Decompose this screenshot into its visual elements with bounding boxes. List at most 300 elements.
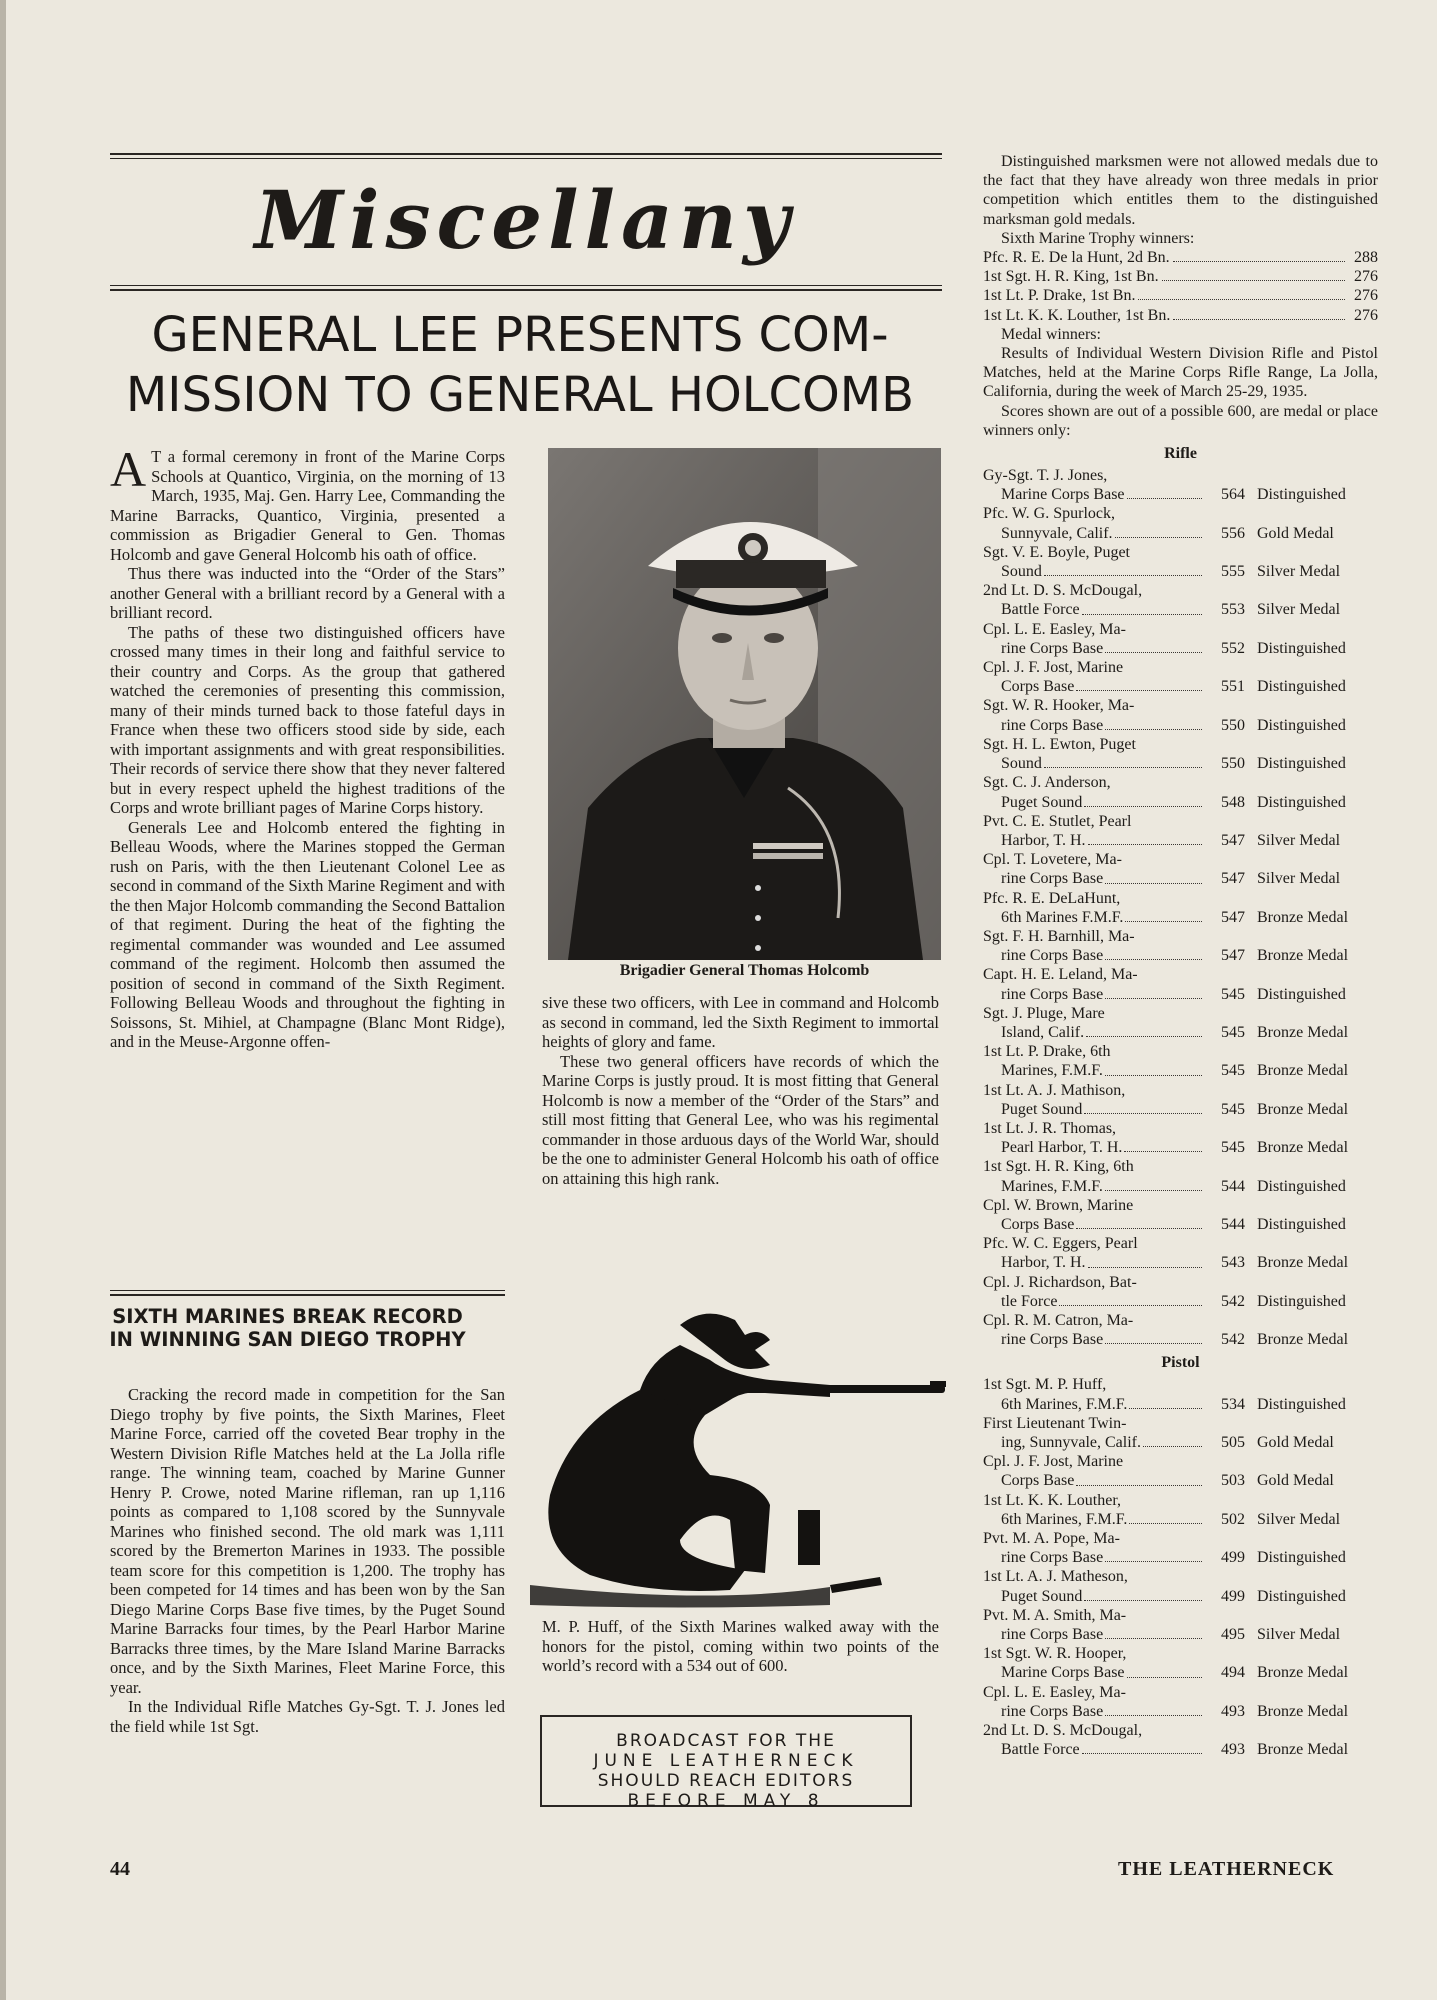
dot-leader [1105, 1177, 1202, 1191]
competitor [983, 927, 1205, 965]
result-award: Distinguished [1257, 985, 1346, 1003]
competitor [983, 1081, 1205, 1119]
article-title [95, 305, 945, 425]
competitor-line2 [983, 1330, 1205, 1349]
article-paragraph: These two general officers have records of which the Marine Corps is justly proud. It is most fitting that General Holcomb is now a member of the “Order of the Stars” and still most fitting that General Lee, who was his regimental commander in those arduous days of the World War, should be the one to administer General Holcomb his oath of office on attaining this high rank. [542, 1051, 939, 1188]
result-row [983, 965, 1378, 1003]
result-award: Silver Medal [1257, 1626, 1341, 1644]
medal-heading: Medal winners: [1001, 325, 1101, 343]
competitor-unit: Pearl Harbor, T. H. [1001, 1139, 1123, 1157]
result-award: Distinguished [1257, 1177, 1346, 1195]
competitor-line1: Cpl. W. Brown, Marine [983, 1196, 1134, 1214]
competitor-line1: 1st Lt. K. K. Louther, [983, 1491, 1122, 1509]
result-award: Gold Medal [1257, 524, 1334, 542]
competitor-line1: 1st Sgt. H. R. King, 6th [983, 1158, 1134, 1176]
competitor-unit: rine Corps Base [1001, 870, 1104, 888]
competitor-line1: Pvt. M. A. Smith, Ma- [983, 1606, 1127, 1624]
broadcast-line: SHOULD REACH EDITORS [597, 1771, 855, 1791]
competitor [983, 1119, 1205, 1157]
competitor-line2 [983, 1061, 1205, 1080]
competitor [983, 850, 1205, 888]
dot-leader [1084, 1100, 1202, 1114]
result-award: Distinguished [1257, 678, 1346, 696]
result-row [983, 1273, 1378, 1311]
competitor-line1: Pfc. W. C. Eggers, Pearl [983, 1235, 1138, 1253]
result-award: Silver Medal [1257, 870, 1341, 888]
competitor-line2 [983, 716, 1205, 735]
dot-leader [1084, 1587, 1202, 1601]
pistol-heading: Pistol [1161, 1354, 1200, 1372]
competitor-line1: Cpl. J. Richardson, Bat- [983, 1273, 1137, 1291]
competitor-line1: Pfc. R. E. DeLaHunt, [983, 889, 1121, 907]
competitor-line1: Pfc. W. G. Spurlock, [983, 505, 1115, 523]
competitor-line1: Cpl. R. M. Catron, Ma- [983, 1311, 1134, 1329]
competitor [983, 1452, 1205, 1490]
dot-leader [1044, 754, 1202, 768]
competitor-line2 [983, 1548, 1205, 1567]
result-row [983, 1196, 1378, 1234]
competitor-line1: Pvt. C. E. Stutlet, Pearl [983, 812, 1132, 830]
competitor-unit: Harbor, T. H. [1001, 1254, 1086, 1272]
competitor [983, 1273, 1205, 1311]
heading-rule [110, 285, 942, 286]
trophy-winner-row [983, 286, 1378, 305]
competitor-line2 [983, 600, 1205, 619]
winner-name: 1st Lt. P. Drake, 1st Bn. [983, 287, 1136, 305]
result-award: Distinguished [1257, 793, 1346, 811]
result-row [983, 1234, 1378, 1272]
result-score: 547 [1221, 831, 1245, 849]
winner-score: 288 [1354, 249, 1378, 267]
winner-name: 1st Lt. K. K. Louther, 1st Bn. [983, 306, 1171, 324]
competitor-unit: Puget Sound [1001, 793, 1083, 811]
competitor-line1: First Lieutenant Twin- [983, 1414, 1127, 1432]
competitor-line1: Sgt. V. E. Boyle, Puget [983, 543, 1130, 561]
dot-leader [1127, 1663, 1202, 1677]
competitor-line2 [983, 1510, 1205, 1529]
dot-leader [1105, 1330, 1202, 1344]
main-article-column-2 [542, 993, 939, 1188]
result-row [983, 1081, 1378, 1119]
result-score: 545 [1221, 1023, 1245, 1041]
result-row [983, 1491, 1378, 1529]
pistol-note [542, 1617, 939, 1676]
article-paragraph: Cracking the record made in competition for the San Diego trophy by five points, the Sixth Marines, Fleet Marine Force, carried off the coveted Bear trophy in the Western Division Rifle Matches held at the La Jolla rifle range. The winning team, coached by Marine Gunner Henry P. Crowe, noted Marine rifleman, ran up 1,116 points as compared to 1,108 scored by the Sunnyvale Marines who finished second. The old mark was 1,111 scored by the Bremerton Marines in 1933. The possible team score for this competition is 1,200. The trophy has been competed for 14 times and has been won by the San Diego Marine Corps Base five times, by the Puget Sound Marine Barracks four times, by the Pearl Harbor Marine Barracks three times, by the Mare Island Marine Barracks once, and by the Sixth Marines, Fleet Marine Force, this year. [110, 1385, 505, 1697]
result-award: Distinguished [1257, 1587, 1346, 1605]
competitor-line1: Sgt. W. R. Hooker, Ma- [983, 697, 1135, 715]
competitor [983, 1311, 1205, 1349]
competitor [983, 1606, 1205, 1644]
result-row [983, 1311, 1378, 1349]
competitor [983, 1644, 1205, 1682]
dot-leader [1105, 1548, 1202, 1562]
competitor [983, 1721, 1205, 1759]
portrait-illustration [548, 448, 941, 960]
competitor-line1: Cpl. J. F. Jost, Marine [983, 659, 1124, 677]
dot-leader [1124, 1138, 1202, 1152]
competitor [983, 696, 1205, 734]
result-score: 499 [1221, 1549, 1245, 1567]
dot-leader [1105, 985, 1202, 999]
dot-leader [1076, 1215, 1202, 1229]
competitor-unit: 6th Marines, F.M.F. [1001, 1395, 1128, 1413]
right-column [983, 152, 1378, 1759]
competitor [983, 1004, 1205, 1042]
result-row [983, 696, 1378, 734]
competitor-unit: rine Corps Base [1001, 1626, 1104, 1644]
result-score: 494 [1221, 1664, 1245, 1682]
competitor-unit: Corps Base [1001, 678, 1075, 696]
competitor-line2 [983, 1740, 1205, 1759]
article-paragraph: The paths of these two distinguished officers have crossed many times in their long and faithful service to their country and Corps. As the group that gathered watched the ceremonies of presenting this commission, many of their minds turned back to those fateful days in France when these two officers stood side by side, each with important assignments and with great responsibilities. Their records of service there show that they never faltered but in every respect upheld the highest traditions of the Corps and wrote brilliant pages of Marine Corps history. [110, 622, 505, 817]
competitor-line2 [983, 1138, 1205, 1157]
result-award: Bronze Medal [1257, 1254, 1349, 1272]
result-award: Distinguished [1257, 1292, 1346, 1310]
page-edge [0, 0, 6, 2000]
article-paragraph: Generals Lee and Holcomb entered the fighting in Belleau Woods, where the Marines stopped the German rush on Paris, with the then Lieutenant Colonel Lee as second in command of the Sixth Marine Regiment and with the then Major Holcomb commanding the Second Battalion of that regiment. During the heat of the fighting the regimental commander was wounded and Lee assumed command of the regiment. Holcomb then assumed the position of second in command of the Sixth Regiment. Following Belleau Woods and throughout the fighting in Soissons, St. Mihiel, at Champagne (Blanc Mont Ridge), and in the Meuse-Argonne offen- [110, 817, 505, 1051]
dot-leader [1105, 869, 1202, 883]
result-score: 553 [1221, 601, 1245, 619]
competitor-line1: 1st Sgt. W. R. Hooper, [983, 1645, 1127, 1663]
competitor-line1: 1st Lt. P. Drake, 6th [983, 1043, 1111, 1061]
result-award: Distinguished [1257, 1549, 1346, 1567]
page-number: 44 [110, 1858, 130, 1880]
result-score: 564 [1221, 486, 1245, 504]
result-row [983, 1567, 1378, 1605]
article-paragraph: In the Individual Rifle Matches Gy-Sgt. T. J. Jones led the field while 1st Sgt. [110, 1697, 505, 1736]
result-award: Bronze Medal [1257, 1702, 1349, 1720]
competitor-unit: Puget Sound [1001, 1100, 1083, 1118]
result-score: 545 [1221, 985, 1245, 1003]
trophy-winners-list [983, 248, 1378, 325]
competitor-unit: Sound [1001, 755, 1042, 773]
dot-leader [1105, 946, 1202, 960]
competitor-line2 [983, 1433, 1205, 1452]
competitor-line2 [983, 793, 1205, 812]
result-row [983, 504, 1378, 542]
article-divider-thick [110, 1294, 505, 1296]
result-award: Silver Medal [1257, 1510, 1341, 1528]
dot-leader [1173, 319, 1345, 320]
competitor-unit: Sunnyvale, Calif. [1001, 524, 1113, 542]
competitor-line1: 1st Lt. J. R. Thomas, [983, 1119, 1117, 1137]
competitor-line2 [983, 1292, 1205, 1311]
competitor-unit: 6th Marines F.M.F. [1001, 908, 1124, 926]
result-score: 544 [1221, 1215, 1245, 1233]
result-row [983, 620, 1378, 658]
second-article-title: SIXTH MARINES BREAK RECORD IN WINNING SAN DIEGO TROPHY [109, 1305, 466, 1351]
competitor-line1: Sgt. C. J. Anderson, [983, 774, 1111, 792]
competitor-unit: Marines, F.M.F. [1001, 1177, 1103, 1195]
competitor [983, 1196, 1205, 1234]
competitor-line1: Sgt. J. Pluge, Mare [983, 1004, 1105, 1022]
result-row [983, 1004, 1378, 1042]
result-row [983, 927, 1378, 965]
result-score: 544 [1221, 1177, 1245, 1195]
competitor-unit: 6th Marines, F.M.F. [1001, 1510, 1128, 1528]
trophy-winner-row [983, 306, 1378, 325]
competitor-line2 [983, 677, 1205, 696]
result-score: 542 [1221, 1331, 1245, 1349]
competitor-line2 [983, 1702, 1205, 1721]
result-row [983, 1157, 1378, 1195]
result-score: 493 [1221, 1741, 1245, 1759]
result-row [983, 543, 1378, 581]
result-award: Bronze Medal [1257, 1023, 1349, 1041]
result-row [983, 773, 1378, 811]
result-award: Silver Medal [1257, 563, 1341, 581]
competitor [983, 1234, 1205, 1272]
competitor-line1: 1st Lt. A. J. Matheson, [983, 1568, 1128, 1586]
result-row [983, 658, 1378, 696]
dot-leader [1105, 716, 1202, 730]
competitor-line1: 1st Sgt. M. P. Huff, [983, 1376, 1107, 1394]
main-article-column-1 [110, 441, 505, 1052]
dot-leader [1105, 1625, 1202, 1639]
broadcast-notice-box [540, 1715, 912, 1811]
trophy-winner-row [983, 248, 1378, 267]
pistol-results-list [983, 1375, 1378, 1759]
dot-leader [1084, 793, 1202, 807]
broadcast-line: JUNE LEATHERNECK [593, 1751, 859, 1771]
result-award: Bronze Medal [1257, 908, 1349, 926]
dot-leader [1105, 639, 1202, 653]
portrait-photo [548, 448, 941, 960]
competitor-line1: 2nd Lt. D. S. McDougal, [983, 1722, 1143, 1740]
drop-cap: A [110, 441, 147, 497]
competitor-unit: Island, Calif. [1001, 1023, 1085, 1041]
competitor-line2 [983, 946, 1205, 965]
result-row [983, 850, 1378, 888]
competitor [983, 1529, 1205, 1567]
trophy-winner-row [983, 267, 1378, 286]
result-score: 555 [1221, 563, 1245, 581]
competitor-line2 [983, 639, 1205, 658]
result-score: 542 [1221, 1292, 1245, 1310]
result-row [983, 581, 1378, 619]
result-score: 495 [1221, 1626, 1245, 1644]
result-score: 502 [1221, 1510, 1245, 1528]
competitor-unit: ing, Sunnyvale, Calif. [1001, 1434, 1141, 1451]
article-title-line2: MISSION TO GENERAL HOLCOMB [125, 367, 915, 423]
competitor [983, 773, 1205, 811]
competitor-line1: 2nd Lt. D. S. McDougal, [983, 582, 1143, 600]
dot-leader [1105, 1702, 1202, 1716]
result-row [983, 1606, 1378, 1644]
result-score: 543 [1221, 1254, 1245, 1272]
rifle-heading: Rifle [1164, 445, 1197, 463]
competitor-unit: rine Corps Base [1001, 1549, 1104, 1567]
competitor-unit: Battle Force [1001, 1741, 1080, 1759]
dot-leader [1129, 1395, 1202, 1409]
competitor [983, 658, 1205, 696]
result-row [983, 1414, 1378, 1452]
result-award: Bronze Medal [1257, 1741, 1349, 1759]
result-award: Bronze Medal [1257, 1062, 1349, 1080]
competitor-line2 [983, 1663, 1205, 1682]
competitor-unit: Corps Base [1001, 1472, 1075, 1490]
competitor [983, 1414, 1205, 1452]
competitor [983, 1157, 1205, 1195]
dot-leader [1086, 1023, 1202, 1037]
competitor-line1: Sgt. H. L. Ewton, Puget [983, 735, 1136, 753]
rifle-results-list [983, 466, 1378, 1349]
broadcast-line: BEFORE MAY 8 [627, 1791, 825, 1811]
result-award: Distinguished [1257, 486, 1346, 504]
competitor-unit: Puget Sound [1001, 1587, 1083, 1605]
competitor-line1: Capt. H. E. Leland, Ma- [983, 966, 1138, 984]
result-award: Bronze Medal [1257, 947, 1349, 965]
article-paragraph: M. P. Huff, of the Sixth Marines walked away with the honors for the pistol, coming within two points of the world’s record with a 534 out of 600. [542, 1617, 939, 1675]
result-score: 550 [1221, 755, 1245, 773]
second-article-body [110, 1385, 505, 1736]
winner-score: 276 [1354, 306, 1378, 324]
winner-name: 1st Sgt. H. R. King, 1st Bn. [983, 268, 1159, 286]
competitor [983, 889, 1205, 927]
result-award: Gold Medal [1257, 1472, 1334, 1490]
competitor-line2 [983, 1177, 1205, 1196]
result-row [983, 1529, 1378, 1567]
competitor-unit: Corps Base [1001, 1215, 1075, 1233]
article-paragraph: sive these two officers, with Lee in command and Holcomb as second in command, led the Sixth Regiment to immortal heights of glory and fame. [542, 993, 939, 1051]
result-award: Distinguished [1257, 716, 1346, 734]
competitor-line2 [983, 1587, 1205, 1606]
result-score: 556 [1221, 524, 1245, 542]
result-award: Bronze Medal [1257, 1100, 1349, 1118]
result-score: 545 [1221, 1062, 1245, 1080]
result-row [983, 1644, 1378, 1682]
result-row [983, 889, 1378, 927]
competitor-line2 [983, 562, 1205, 581]
result-score: 547 [1221, 908, 1245, 926]
competitor-line2 [983, 1471, 1205, 1490]
result-row [983, 1042, 1378, 1080]
result-score: 499 [1221, 1587, 1245, 1605]
competitor-line1: Gy-Sgt. T. J. Jones, [983, 467, 1108, 485]
result-award: Bronze Medal [1257, 1139, 1349, 1157]
trophy-heading: Sixth Marine Trophy winners: [1001, 229, 1195, 247]
competitor [983, 965, 1205, 1003]
competitor [983, 504, 1205, 542]
dot-leader [1082, 600, 1202, 614]
dot-leader [1088, 1253, 1202, 1267]
dot-leader [1044, 562, 1202, 576]
article-paragraph: A T a formal ceremony in front of the Marine Corps Schools at Quantico, Virginia, on the morning of 13 March, 1935, Maj. Gen. Harry Lee, Commanding the Marine Barracks, Quantico, Virginia, presented a commission as Brigadier General to Gen. Thomas Holcomb and gave General Holcomb his oath of office. [110, 441, 505, 564]
competitor-line2 [983, 524, 1205, 543]
result-score: 548 [1221, 793, 1245, 811]
result-score: 552 [1221, 639, 1245, 657]
competitor [983, 1375, 1205, 1413]
competitor-unit: tle Force [1001, 1292, 1058, 1310]
competitor [983, 812, 1205, 850]
competitor-line2 [983, 985, 1205, 1004]
result-row [983, 812, 1378, 850]
photo-caption: Brigadier General Thomas Holcomb [619, 962, 870, 979]
dot-leader [1173, 261, 1345, 262]
result-score: 545 [1221, 1100, 1245, 1118]
competitor-unit: rine Corps Base [1001, 1702, 1104, 1720]
dot-leader [1059, 1292, 1202, 1306]
results-paragraph: Results of Individual Western Division Rifle and Pistol Matches, held at the Marine Corps Rifle Range, La Jolla, California, during the week of March 25-29, 1935. [983, 345, 1378, 401]
dot-leader [1143, 1433, 1202, 1447]
competitor-line2 [983, 1253, 1205, 1272]
competitor-unit: Marine Corps Base [1001, 486, 1125, 504]
competitor-unit: Marines, F.M.F. [1001, 1062, 1103, 1080]
winner-score: 276 [1354, 287, 1378, 305]
competitor [983, 1491, 1205, 1529]
competitor-line1: 1st Lt. A. J. Mathison, [983, 1081, 1126, 1099]
result-award: Distinguished [1257, 639, 1346, 657]
dot-leader [1076, 677, 1202, 691]
competitor-line2 [983, 831, 1205, 850]
competitor-unit: Marine Corps Base [1001, 1664, 1125, 1682]
result-score: 534 [1221, 1395, 1245, 1413]
result-row [983, 466, 1378, 504]
result-score: 545 [1221, 1139, 1245, 1157]
dot-leader [1162, 280, 1345, 281]
competitor-line2 [983, 1625, 1205, 1644]
result-award: Bronze Medal [1257, 1331, 1349, 1349]
competitor-unit: rine Corps Base [1001, 1331, 1104, 1349]
competitor-line2 [983, 1100, 1205, 1119]
competitor [983, 735, 1205, 773]
competitor [983, 1683, 1205, 1721]
competitor-unit: Battle Force [1001, 601, 1080, 619]
winner-score: 276 [1354, 268, 1378, 286]
rifleman-silhouette-icon [530, 1305, 980, 1610]
article-title-line1: GENERAL LEE PRESENTS COM- [151, 307, 889, 363]
dot-leader [1138, 299, 1345, 300]
dot-leader [1105, 1061, 1202, 1075]
dot-leader [1127, 485, 1202, 499]
dot-leader [1076, 1471, 1202, 1485]
dot-leader [1125, 908, 1202, 922]
result-row [983, 1683, 1378, 1721]
top-rule-thin [110, 158, 942, 159]
heading-rule-thick [110, 289, 942, 291]
result-row [983, 1119, 1378, 1157]
result-score: 547 [1221, 947, 1245, 965]
competitor-line1: Cpl. L. E. Easley, Ma- [983, 620, 1126, 638]
result-row [983, 735, 1378, 773]
result-award: Silver Medal [1257, 831, 1341, 849]
dot-leader [1129, 1510, 1202, 1524]
competitor-line1: Cpl. J. F. Jost, Marine [983, 1453, 1124, 1471]
result-award: Distinguished [1257, 1395, 1346, 1413]
right-column-intro [983, 152, 1378, 248]
competitor-line2 [983, 908, 1205, 927]
result-award: Distinguished [1257, 1215, 1346, 1233]
result-award: Silver Medal [1257, 601, 1341, 619]
scores-note: Scores shown are out of a possible 600, are medal or place winners only: [983, 402, 1378, 439]
result-row [983, 1452, 1378, 1490]
competitor-unit: rine Corps Base [1001, 947, 1104, 965]
result-score: 505 [1221, 1434, 1245, 1451]
competitor-unit: Sound [1001, 563, 1042, 581]
winner-name: Pfc. R. E. De la Hunt, 2d Bn. [983, 249, 1170, 267]
competitor-unit: Harbor, T. H. [1001, 831, 1086, 849]
competitor-line1: Cpl. T. Lovetere, Ma- [983, 851, 1122, 869]
dot-leader [1082, 1740, 1202, 1754]
competitor-unit: rine Corps Base [1001, 985, 1104, 1003]
top-rule [110, 153, 942, 155]
dot-leader [1115, 524, 1202, 538]
competitor [983, 1567, 1205, 1605]
result-award: Distinguished [1257, 755, 1346, 773]
competitor-line1: Pvt. M. A. Pope, Ma- [983, 1530, 1120, 1548]
competitor [983, 466, 1205, 504]
competitor [983, 620, 1205, 658]
